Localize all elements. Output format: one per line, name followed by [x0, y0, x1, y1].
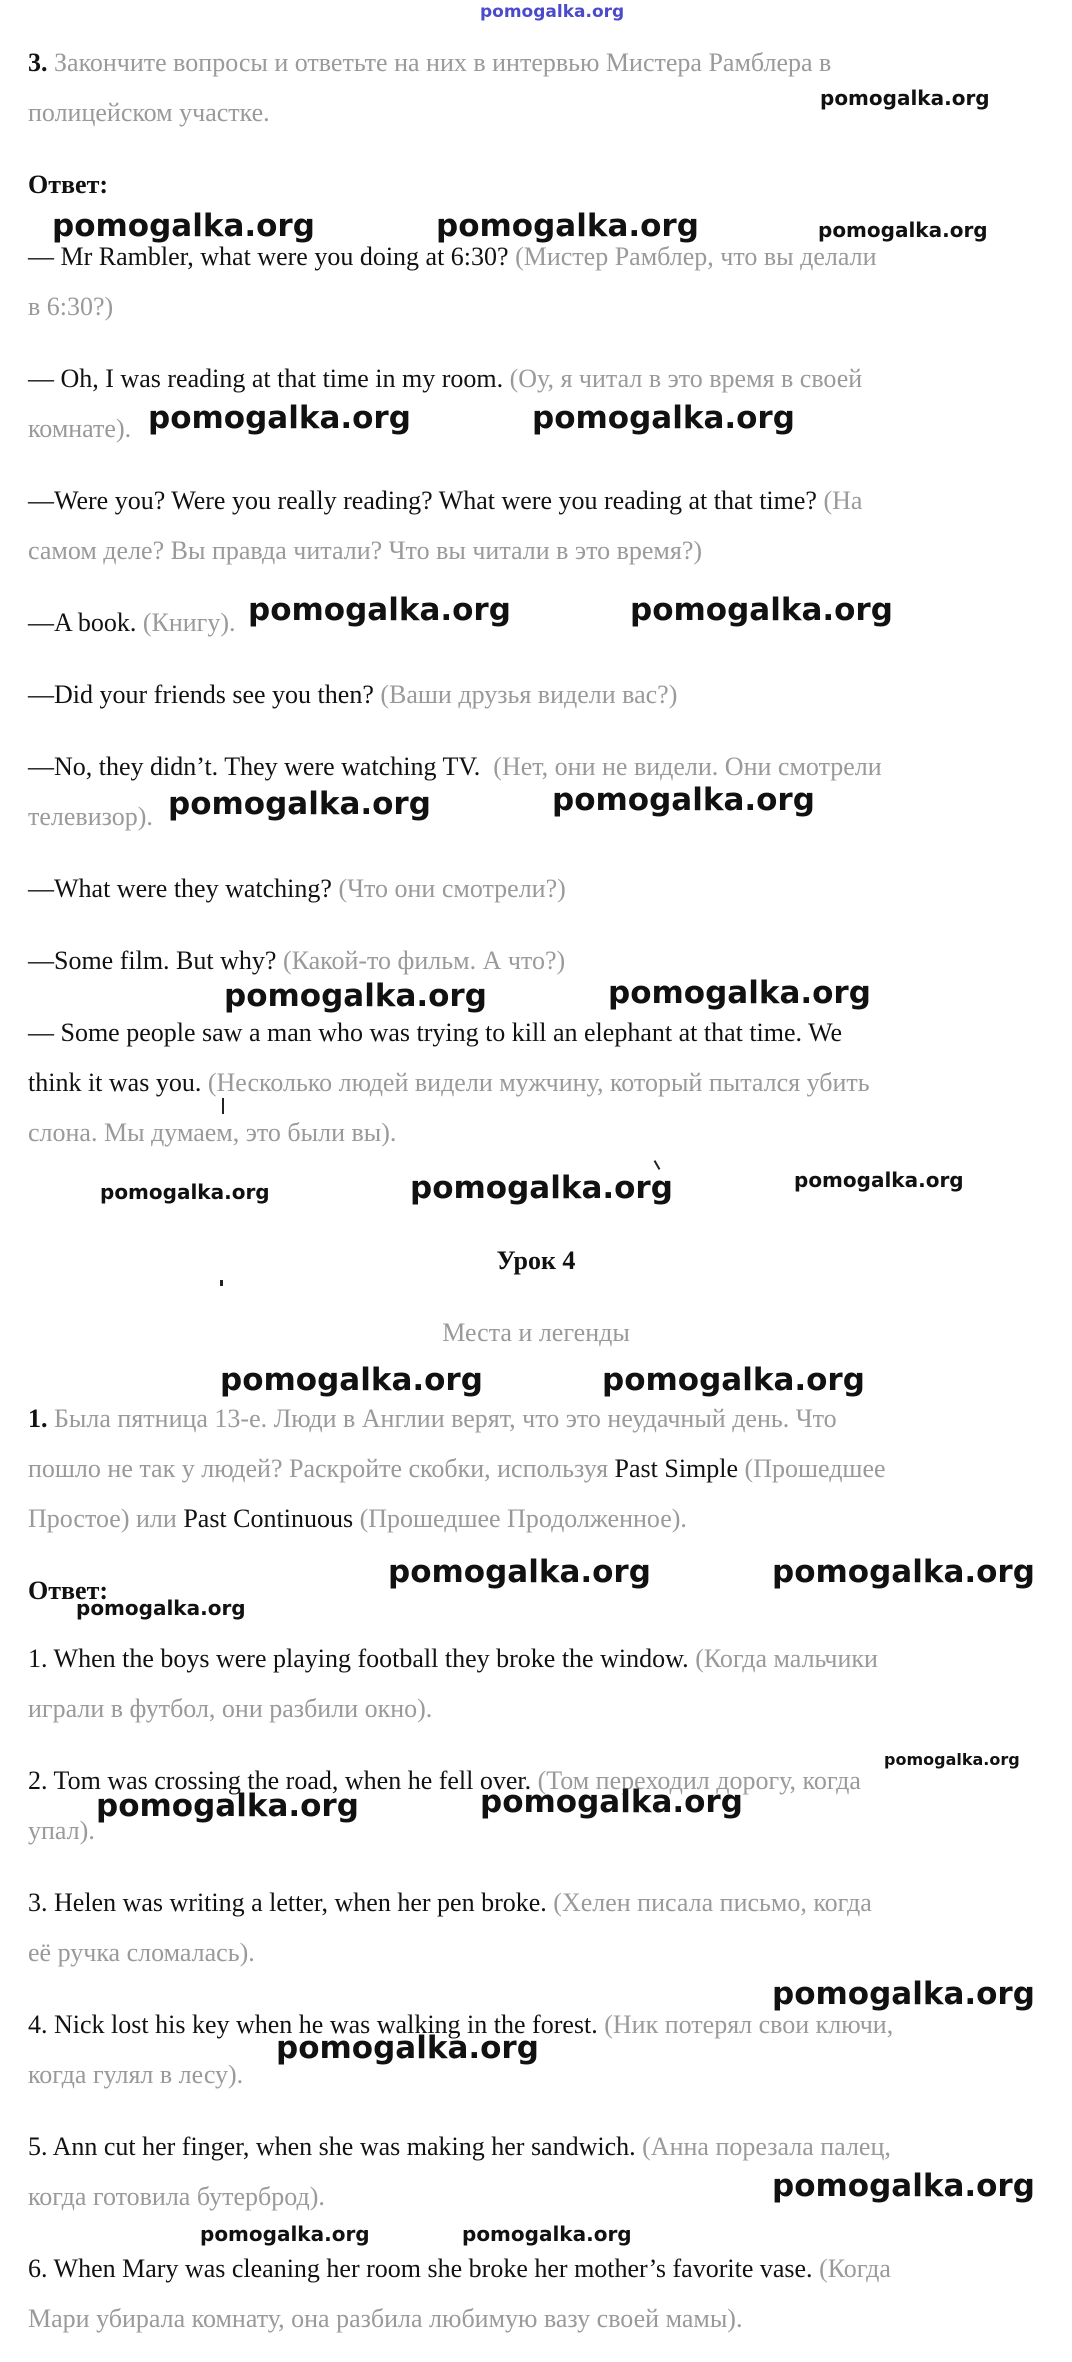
- ex1-task-text: Была пятница 13-е. Люди в Англии верят, что это неудачный день. Что: [54, 1404, 837, 1433]
- tense-name: Past Continuous: [183, 1504, 354, 1533]
- watermark: pomogalka.org: [220, 1362, 483, 1398]
- answer-en: 1. When the boys were playing football they broke the window.: [28, 1644, 689, 1673]
- ex3-dialog-line: [28, 354, 1028, 404]
- dialog-ru-cont: слона. Мы думаем, это были вы).: [28, 1118, 397, 1147]
- ex1-task-line3: [28, 1494, 1028, 1544]
- dialog-ru: (Мистер Рамблер, что вы делали: [515, 242, 877, 271]
- answer-ru-cont: играли в футбол, они разбили окно).: [28, 1694, 433, 1723]
- answer-en: 6. When Mary was cleaning her room she broke her mother’s favorite vase.: [28, 2254, 813, 2283]
- watermark: pomogalka.org: [552, 782, 815, 818]
- ex3-task-line2: полицейском участке.: [28, 98, 270, 127]
- ex1-task-line1: [28, 1394, 1028, 1444]
- ex3-dialog-line: [28, 476, 1028, 526]
- watermark: pomogalka.org: [608, 975, 871, 1011]
- answer-ru: (Хелен писала письмо, когда: [553, 1888, 872, 1917]
- lesson-subtitle: Места и легенды: [442, 1318, 630, 1347]
- watermark: pomogalka.org: [818, 218, 988, 242]
- ex1-answer-line: [28, 1634, 1028, 1684]
- dialog-ru: (На: [823, 486, 863, 515]
- ex1-number: 1.: [28, 1404, 48, 1433]
- dialog-ru-cont: в 6:30?): [28, 292, 114, 321]
- ex3-number: 3.: [28, 48, 48, 77]
- stray-mark: [654, 1160, 661, 1170]
- watermark: pomogalka.org: [148, 400, 411, 436]
- site-link[interactable]: pomogalka.org: [480, 2, 625, 22]
- ex1-answer-line: [28, 1878, 1028, 1928]
- dialog-en: —Did your friends see you then?: [28, 680, 374, 709]
- ex1-task-text: пошло не так у людей? Раскройте скобки, используя: [28, 1454, 609, 1483]
- dialog-en: — Oh, I was reading at that time in my room.: [28, 364, 504, 393]
- dialog-ru-cont: самом деле? Вы правда читали? Что вы читали в это время?): [28, 536, 703, 565]
- watermark: pomogalka.org: [480, 1784, 743, 1820]
- watermark: pomogalka.org: [794, 1168, 964, 1192]
- dialog-en: —What were they watching?: [28, 874, 332, 903]
- ex3-dialog-line: [28, 936, 1028, 986]
- dialog-ru: (Оу, я читал в это время в своей: [509, 364, 863, 393]
- ex1-answer-line: [28, 2122, 1028, 2172]
- ex1-task-text: Простое) или: [28, 1504, 177, 1533]
- stray-mark: [220, 1280, 223, 1286]
- answer-en: 2. Tom was crossing the road, when he fell over.: [28, 1766, 532, 1795]
- ex1-answer-line: [28, 2244, 1028, 2294]
- ex3-answer-label: Ответ:: [28, 170, 109, 199]
- answer-ru: (Когда мальчики: [695, 1644, 878, 1673]
- answer-en: 5. Ann cut her finger, when she was making her sandwich.: [28, 2132, 636, 2161]
- watermark: pomogalka.org: [772, 1976, 1035, 2012]
- watermark: pomogalka.org: [388, 1554, 651, 1590]
- watermark: pomogalka.org: [630, 592, 893, 628]
- ex3-dialog-line: [28, 670, 1028, 720]
- watermark: pomogalka.org: [820, 86, 990, 110]
- watermark: pomogalka.org: [248, 592, 511, 628]
- stray-mark: [222, 1098, 224, 1114]
- watermark: pomogalka.org: [200, 2222, 370, 2246]
- watermark: pomogalka.org: [100, 1180, 270, 1204]
- ex3-dialog-line: [28, 864, 1028, 914]
- watermark: pomogalka.org: [410, 1170, 673, 1206]
- watermark: pomogalka.org: [772, 2168, 1035, 2204]
- watermark: pomogalka.org: [772, 1554, 1035, 1590]
- dialog-en: —No, they didn’t. They were watching TV.: [28, 752, 481, 781]
- dialog-ru-cont: телевизор).: [28, 802, 153, 831]
- dialog-ru: (Книгу).: [142, 608, 236, 637]
- dialog-en: —Some film. But why?: [28, 946, 277, 975]
- answer-ru-cont: Мари убирала комнату, она разбила любимую вазу своей мамы).: [28, 2304, 743, 2333]
- tense-name: Past Simple: [614, 1454, 739, 1483]
- ex3-task-text: Закончите вопросы и ответьте на них в интервью Мистера Рамблера в: [54, 48, 832, 77]
- answer-ru-cont: когда гулял в лесу).: [28, 2060, 244, 2089]
- watermark: pomogalka.org: [224, 978, 487, 1014]
- ex1-answer-label: Ответ:: [28, 1576, 109, 1605]
- answer-en: 3. Helen was writing a letter, when her pen broke.: [28, 1888, 547, 1917]
- watermark: pomogalka.org: [532, 400, 795, 436]
- dialog-en: think it was you.: [28, 1068, 202, 1097]
- answer-ru: (Анна порезала палец,: [642, 2132, 891, 2161]
- watermark: pomogalka.org: [436, 208, 699, 244]
- dialog-en: — Mr Rambler, what were you doing at 6:30?: [28, 242, 509, 271]
- dialog-ru: (Что они смотрели?): [338, 874, 566, 903]
- ex1-task-text: (Прошедшее: [744, 1454, 886, 1483]
- watermark: pomogalka.org: [462, 2222, 632, 2246]
- watermark: pomogalka.org: [276, 2030, 539, 2066]
- ex3-dialog-line: [28, 1058, 1028, 1108]
- watermark: pomogalka.org: [602, 1362, 865, 1398]
- dialog-ru: (Какой-то фильм. А что?): [282, 946, 566, 975]
- dialog-ru: (Несколько людей видели мужчину, который пытался убить: [207, 1068, 870, 1097]
- dialog-ru-cont: комнате).: [28, 414, 132, 443]
- watermark: pomogalka.org: [52, 208, 315, 244]
- watermark: pomogalka.org: [76, 1596, 246, 1620]
- answer-en: 4. Nick lost his key when he was walking in the forest.: [28, 2010, 598, 2039]
- dialog-en: —A book.: [28, 608, 137, 637]
- dialog-ru: (Ваши друзья видели вас?): [380, 680, 678, 709]
- answer-ru-cont: когда готовила бутерброд).: [28, 2182, 325, 2211]
- answer-ru-cont: упал).: [28, 1816, 95, 1845]
- ex1-task-line2: [28, 1444, 1028, 1494]
- dialog-ru: (Нет, они не видели. Они смотрели: [493, 752, 882, 781]
- ex3-task-line1: [28, 38, 1028, 88]
- ex3-dialog-line: — Some people saw a man who was trying to kill an elephant at that time. We: [28, 1018, 843, 1047]
- ex3-dialog-line: [28, 742, 1028, 792]
- answer-ru-cont: её ручка сломалась).: [28, 1938, 255, 1967]
- answer-ru: (Ник потерял свои ключи,: [604, 2010, 894, 2039]
- ex1-task-text: (Прошедшее Продолженное).: [359, 1504, 687, 1533]
- answer-ru: (Том переходил дорогу, когда: [537, 1766, 861, 1795]
- watermark: pomogalka.org: [96, 1788, 359, 1824]
- watermark: pomogalka.org: [168, 786, 431, 822]
- answer-ru: (Когда: [819, 2254, 891, 2283]
- dialog-en: —Were you? Were you really reading? What were you reading at that time?: [28, 486, 817, 515]
- watermark: pomogalka.org: [884, 1750, 1020, 1769]
- lesson-title: Урок 4: [496, 1246, 576, 1275]
